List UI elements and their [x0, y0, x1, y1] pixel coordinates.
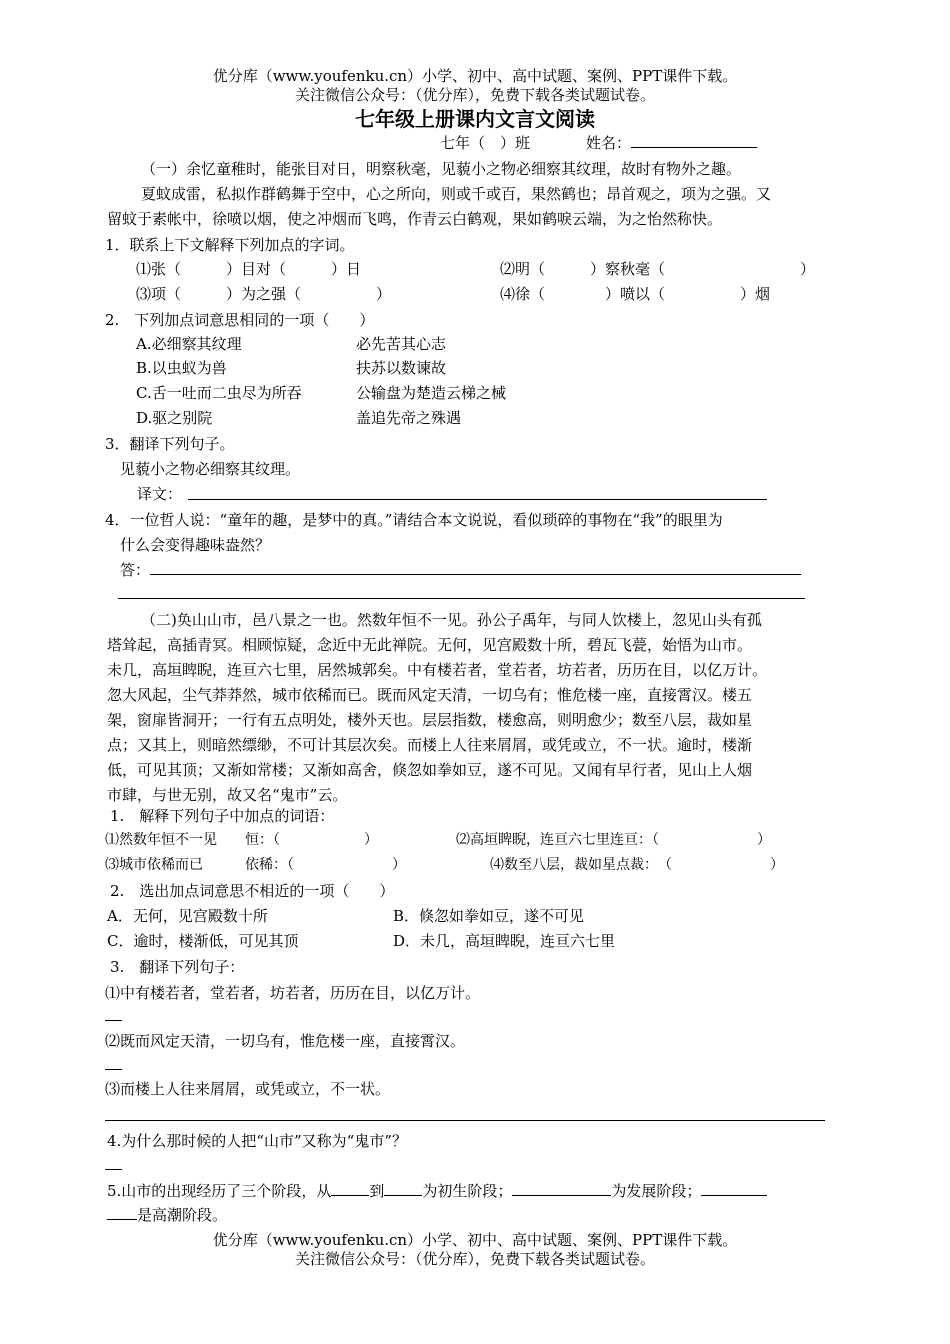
s1-q4-prompt-line1: 4．一位哲人说：“童年的趣，是梦中的真。”请结合本文说说，看似琐碎的事物在“我”的眼里为: [105, 511, 723, 529]
s1-q2-option-a: A.必细察其纹理: [136, 335, 242, 353]
s1-q2-prompt: 2. 下列加点词意思相同的一项（ ）: [105, 311, 375, 329]
s1-q4-prompt-line2: 什么会变得趣味盎然？: [120, 536, 271, 554]
s1-q1-row2-left: ⑶项（ ）为之强（ ）: [136, 285, 392, 303]
s1-q4-answer-label: 答：: [120, 561, 151, 579]
s2-q2-option-d: D．未几，高垣睥睨，连亘六七里: [393, 932, 616, 950]
s1-q1-row1-left: ⑴张（ ）目对（ ）日: [136, 260, 362, 278]
s2-q1-row2-right: ⑷数至八层，裁如星点裁： （ ）: [490, 857, 784, 873]
s2-q4-prompt: 4.为什么那时候的人把“山市”又称为“鬼市”？: [107, 1132, 407, 1150]
s1-q2-option-d: D.驱之别院: [136, 409, 213, 427]
s2-q5-text-c: 为初生阶段；: [422, 1182, 513, 1200]
passage2-line-6: 点；又其上，则暗然缥缈，不可计其层次矣。而楼上人往来屑屑，或凭或立，不一状。逾时，楼渐: [107, 736, 753, 754]
s1-q1-prompt: 1．联系上下文解释下列加点的字词。: [105, 236, 355, 254]
s1-q3-translation-label: 译文：: [137, 485, 183, 503]
s1-q4-answer-line-2[interactable]: [118, 598, 805, 599]
s2-q3-prompt: 3. 翻译下列句子：: [110, 958, 245, 976]
s2-q5-blank-3[interactable]: [512, 1181, 611, 1196]
s1-q3-sentence: 见藐小之物必细察其纹理。: [120, 460, 301, 478]
page-title: 七年级上册课内文言文阅读: [355, 107, 595, 131]
s1-q2-option-c: C.舌一吐而二虫尽为所吞: [136, 384, 302, 402]
s2-q5-blank-4[interactable]: [701, 1181, 767, 1196]
s1-q1-row1-right: ⑵明（ ）察秋毫（ ）: [500, 260, 816, 278]
s2-q3-item-2: ⑵既而风定天清，一切乌有，惟危楼一座，直接霄汉。: [105, 1032, 466, 1050]
s2-q2-option-a: A．无何，见宫殿数十所: [107, 907, 268, 925]
name-blank[interactable]: [631, 133, 757, 148]
s2-q5-blank-1[interactable]: [331, 1181, 369, 1196]
passage2-line-7: 低，可见其顶；又渐如常楼；又渐如高舍，倏忽如拳如豆，遂不可见。又闻有早行者，见山上人烟: [107, 761, 753, 779]
s2-q3-answer-line-3[interactable]: [105, 1120, 825, 1121]
s1-q3-answer-line[interactable]: [188, 499, 767, 500]
s2-q2-option-b: B．倏忽如拳如豆，遂不可见: [393, 907, 585, 925]
passage2-line-8: 市肆，与世无别，故又名“鬼市”云。: [107, 786, 348, 804]
s2-q1-row1-right: ⑵高垣睥睨，连亘六七里连亘：（ ）: [456, 832, 771, 848]
s2-q3-item-1: ⑴中有楼若者，堂若者，坊若者，历历在目，以亿万计。: [105, 984, 481, 1002]
footer-line-1: 优分库（www.youfenku.cn）小学、初中、高中试题、案例、PPT课件下载。: [212, 1231, 738, 1249]
header-line-1: 优分库（www.youfenku.cn）小学、初中、高中试题、案例、PPT课件下载。: [212, 67, 738, 85]
s2-q5-text-b: 到: [369, 1182, 385, 1200]
passage2-line-1: （二)奂山山市，邑八景之一也。然数年恒不一见。孙公子禹年，与同人饮楼上，忽见山头有孤: [141, 611, 762, 629]
s1-q1-row2-right: ⑷徐（ ）喷以（ ）烟: [500, 285, 771, 303]
s2-q5-continuation: [107, 1205, 227, 1225]
s2-q3-answer-line-2[interactable]: [105, 1069, 122, 1070]
s2-q5-blank-4-cont[interactable]: [107, 1205, 137, 1220]
s2-q4-answer-line[interactable]: [105, 1169, 122, 1170]
s2-q2-option-c: C．逾时，楼渐低，可见其顶: [107, 932, 299, 950]
s2-q5-text-d: 为发展阶段；: [611, 1182, 702, 1200]
grade-class-label: 七年（ ）班: [440, 134, 531, 152]
s1-q2-option-b-compare: 扶苏以数谏故: [356, 359, 447, 377]
s2-q1-prompt: 1. 解释下列句子中加点的词语：: [110, 807, 335, 825]
name-label: 姓名：: [586, 134, 632, 152]
s1-q3-prompt: 3．翻译下列句子。: [105, 435, 235, 453]
s1-q2-option-b: B.以虫蚁为兽: [136, 359, 227, 377]
passage2-line-2: 塔耸起，高插青冥。相顾惊疑，念近中无此禅院。无何，见宫殿数十所，碧瓦飞甍，始悟为山市。: [107, 636, 753, 654]
class-line: [440, 133, 757, 153]
s1-q4-answer-line-1[interactable]: [150, 574, 801, 575]
s2-q5-text-a: 5.山市的出现经历了三个阶段，从: [107, 1182, 332, 1200]
s1-q2-option-d-compare: 盖追先帝之殊遇: [356, 409, 462, 427]
s2-q3-answer-line-1[interactable]: [105, 1020, 122, 1021]
s2-q5-text-e: 是高潮阶段。: [137, 1206, 228, 1224]
s2-q2-prompt: 2. 选出加点词意思不相近的一项（ ）: [110, 882, 395, 900]
s2-q5-blank-2[interactable]: [384, 1181, 422, 1196]
s2-q1-row2-left: ⑶城市依稀而已 依稀：（ ）: [105, 857, 406, 873]
passage2-line-5: 架，窗扉皆洞开；一行有五点明处，楼外天也。层层指数，楼愈高，则明愈少；数至八层，裁如星: [107, 711, 753, 729]
passage1-para2-line1: 夏蚊成雷，私拟作群鹤舞于空中，心之所向，则或千或百，果然鹤也；昂首观之，项为之强。又: [141, 185, 772, 203]
s2-q5-prompt: [107, 1181, 767, 1201]
footer-line-2: 关注微信公众号：（优分库），免费下载各类试题试卷。: [294, 1250, 655, 1268]
header-line-2: 关注微信公众号：（优分库），免费下载各类试题试卷。: [294, 86, 655, 104]
s1-q2-option-a-compare: 必先苦其心志: [356, 335, 447, 353]
passage1-para2-line2: 留蚊于素帐中，徐喷以烟，使之冲烟而飞鸣，作青云白鹤观，果如鹤唳云端，为之怡然称快。: [107, 210, 723, 228]
s2-q1-row1-left: ⑴然数年恒不一见 恒：（ ）: [105, 832, 378, 848]
s1-q2-option-c-compare: 公输盘为楚造云梯之械: [356, 384, 507, 402]
passage2-line-4: 忽大风起，尘气莽莽然，城市依稀而已。既而风定天清，一切乌有；惟危楼一座，直接霄汉。楼五: [107, 686, 753, 704]
s2-q3-item-3: ⑶而楼上人往来屑屑，或凭或立，不一状。: [105, 1080, 391, 1098]
passage1-para1: （一）余忆童稚时，能张目对日，明察秋毫，见藐小之物必细察其纹理，故时有物外之趣。: [141, 160, 742, 178]
passage2-line-3: 未几，高垣睥睨，连亘六七里，居然城郭矣。中有楼若者，堂若者，坊若者，历历在目，以亿万计。: [107, 661, 768, 679]
